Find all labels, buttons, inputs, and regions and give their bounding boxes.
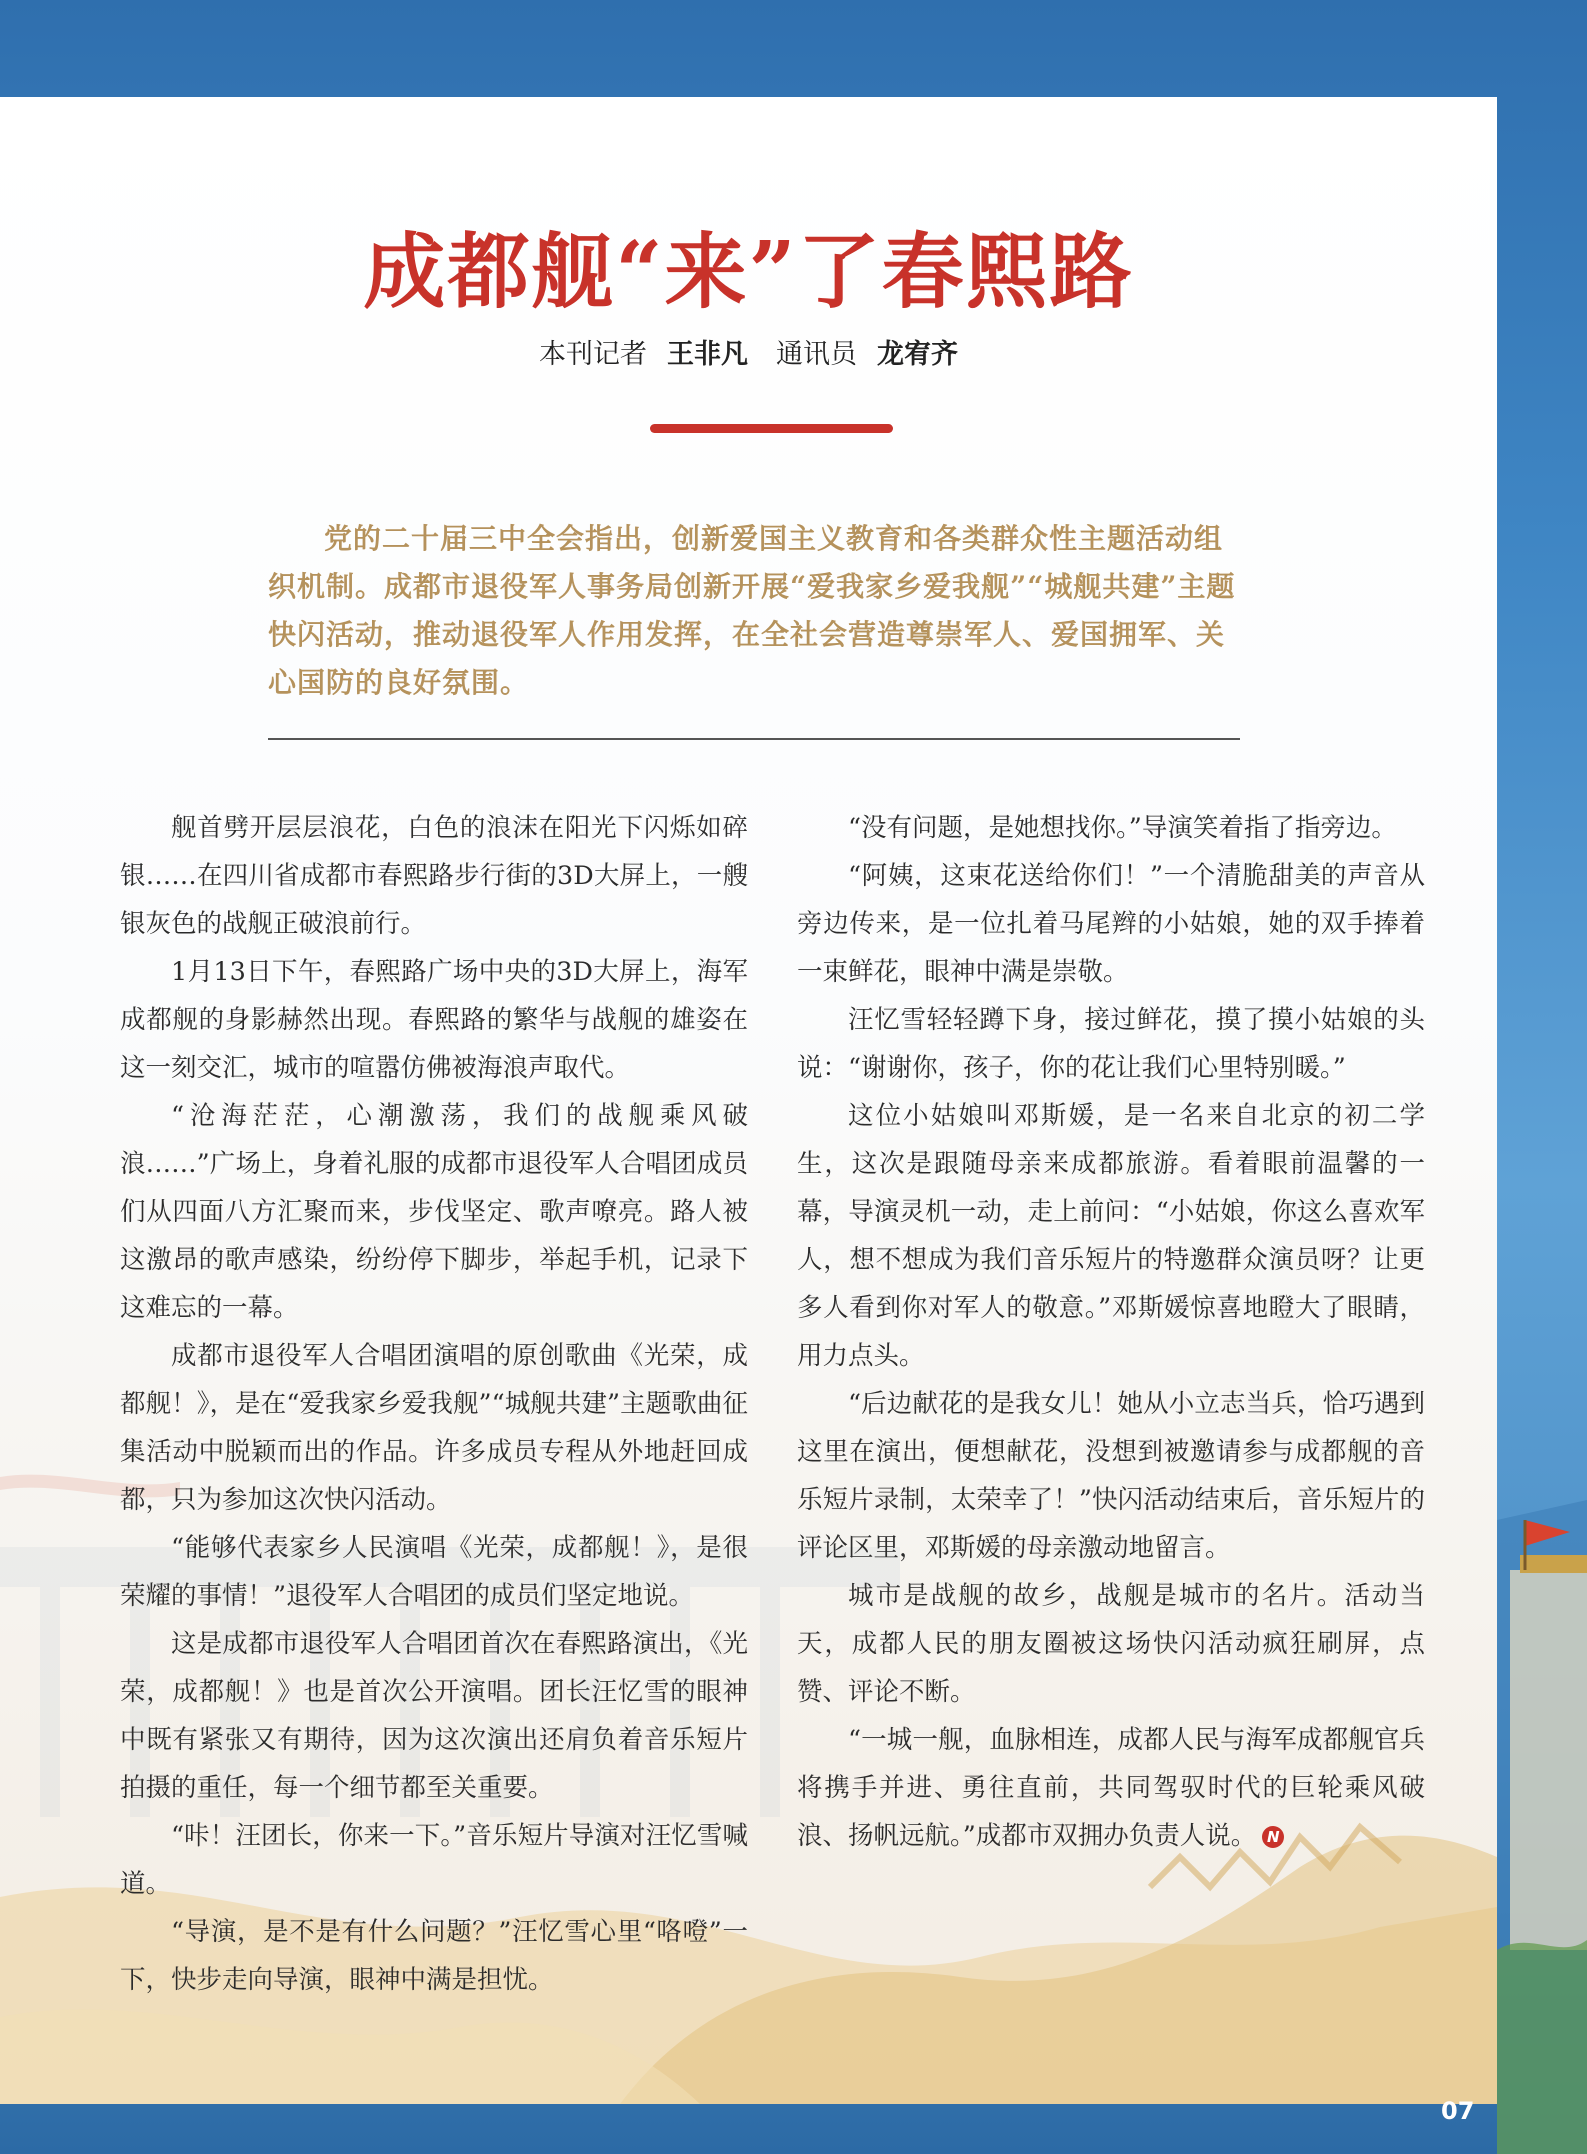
paragraph: “阿姨，这束花送给你们！”一个清脆甜美的声音从旁边传来，是一位扎着马尾辫的小姑娘，她的双手捧着一束鲜花，眼神中满是崇敬。 bbox=[797, 861, 1425, 987]
closing-paragraph-text: “一城一舰，血脉相连，成都人民与海军成都舰官兵将携手并进、勇往直前，共同驾驭时代的巨轮乘风破浪、扬帆远航。”成都市双拥办负责人说。 bbox=[797, 1725, 1425, 1851]
paragraph: 汪忆雪轻轻蹲下身，接过鲜花，摸了摸小姑娘的头说：“谢谢你，孩子，你的花让我们心里特别暖。” bbox=[797, 1005, 1425, 1083]
reporter-role: 本刊记者 bbox=[539, 339, 647, 370]
paragraph bbox=[797, 1716, 1425, 1860]
lead-rule bbox=[268, 738, 1240, 740]
title-divider bbox=[650, 424, 893, 433]
paragraph: “没有问题，是她想找你。”导演笑着指了指旁边。 bbox=[848, 813, 1397, 843]
reporter-name: 王非凡 bbox=[667, 339, 748, 370]
paragraph: “导演，是不是有什么问题？”汪忆雪心里“咯噔”一下，快步走向导演，眼神中满是担忧。 bbox=[120, 1917, 748, 1995]
right-column bbox=[797, 804, 1425, 1860]
article-title: 成都舰“来”了春熙路 bbox=[363, 224, 1134, 320]
paragraph: 这是成都市退役军人合唱团首次在春熙路演出，《光荣，成都舰！》也是首次公开演唱。团长汪忆雪的眼神中既有紧张又有期待，因为这次演出还肩负着音乐短片拍摄的重任，每一个细节都至关重要。 bbox=[120, 1629, 748, 1803]
lead-paragraph: 党的二十届三中全会指出，创新爱国主义教育和各类群众性主题活动组织机制。成都市退役军人事务局创新开展“爱我家乡爱我舰”“城舰共建”主题快闪活动，推动退役军人作用发挥，在全社会营造尊崇军人、爱国拥军、关心国防的良好氛围。 bbox=[268, 522, 1236, 699]
paragraph: 舰首劈开层层浪花，白色的浪沫在阳光下闪烁如碎银……在四川省成都市春熙路步行街的3D大屏上，一艘银灰色的战舰正破浪前行。 bbox=[120, 813, 748, 939]
paragraph: “沧海茫茫，心潮激荡，我们的战舰乘风破浪……”广场上，身着礼服的成都市退役军人合唱团成员们从四面八方汇聚而来，步伐坚定、歌声嘹亮。路人被这激昂的歌声感染，纷纷停下脚步，举起手机，记录下这难忘的一幕。 bbox=[120, 1101, 748, 1323]
paragraph: “能够代表家乡人民演唱《光荣，成都舰！》，是很荣耀的事情！”退役军人合唱团的成员们坚定地说。 bbox=[120, 1533, 748, 1611]
paragraph: “咔！汪团长，你来一下。”音乐短片导演对汪忆雪喊道。 bbox=[120, 1821, 748, 1899]
page-number: 07 bbox=[1441, 2097, 1475, 2125]
paragraph: 城市是战舰的故乡，战舰是城市的名片。活动当天，成都人民的朋友圈被这场快闪活动疯狂刷屏，点赞、评论不断。 bbox=[797, 1581, 1425, 1707]
paragraph: “后边献花的是我女儿！她从小立志当兵，恰巧遇到这里在演出，便想献花，没想到被邀请参与成都舰的音乐短片录制，太荣幸了！”快闪活动结束后，音乐短片的评论区里，邓斯媛的母亲激动地留言。 bbox=[797, 1389, 1425, 1563]
article-panel bbox=[0, 97, 1497, 2104]
paragraph: 1月13日下午，春熙路广场中央的3D大屏上，海军成都舰的身影赫然出现。春熙路的繁华与战舰的雄姿在这一刻交汇，城市的喧嚣仿佛被海浪声取代。 bbox=[120, 957, 748, 1083]
left-column bbox=[120, 804, 748, 2004]
correspondent-role: 通讯员 bbox=[776, 339, 857, 370]
paragraph: 成都市退役军人合唱团演唱的原创歌曲《光荣，成都舰！》，是在“爱我家乡爱我舰”“城舰共建”主题歌曲征集活动中脱颖而出的作品。许多成员专程从外地赶回成都，只为参加这次快闪活动。 bbox=[120, 1341, 748, 1515]
end-mark-icon: N bbox=[1262, 1826, 1284, 1848]
correspondent-name: 龙宥齐 bbox=[877, 339, 958, 370]
byline bbox=[0, 332, 1497, 371]
paragraph: 这位小姑娘叫邓斯媛，是一名来自北京的初二学生，这次是跟随母亲来成都旅游。看着眼前温馨的一幕，导演灵机一动，走上前问：“小姑娘，你这么喜欢军人，想不想成为我们音乐短片的特邀群众演员呀？让更多人看到你对军人的敬意。”邓斯媛惊喜地瞪大了眼睛，用力点头。 bbox=[797, 1101, 1425, 1371]
